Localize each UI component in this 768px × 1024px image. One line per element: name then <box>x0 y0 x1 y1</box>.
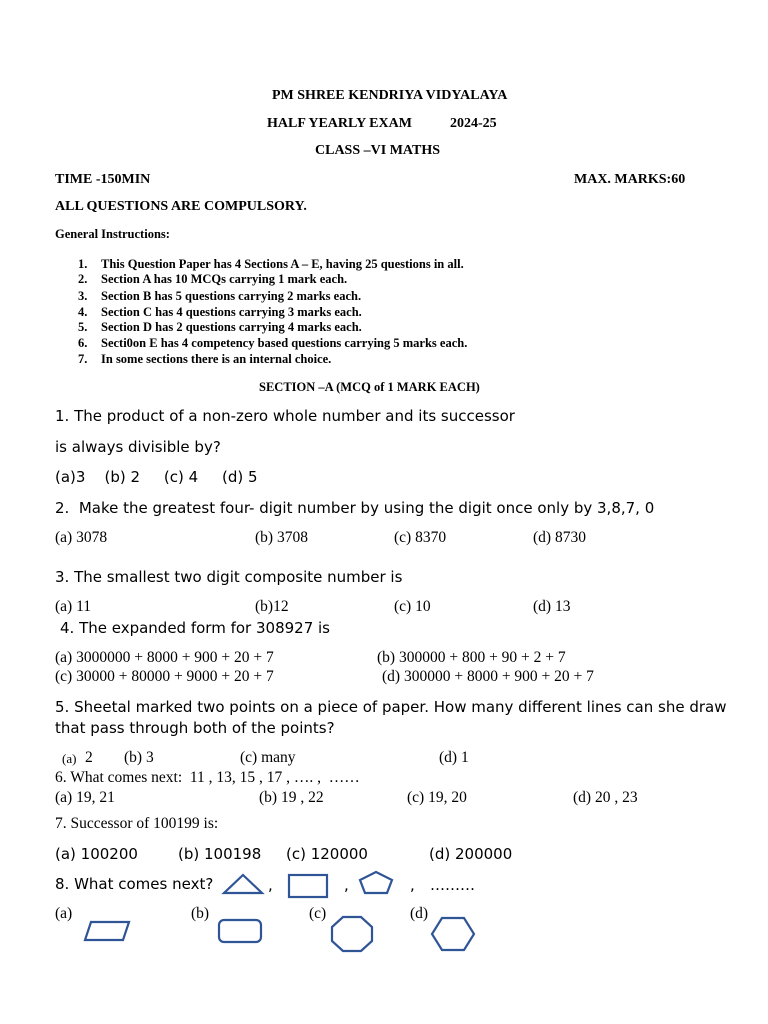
q3-option-d: (d) 13 <box>533 598 571 615</box>
q3-option-c: (c) 10 <box>394 598 431 615</box>
q8-option-c: (c) <box>309 905 327 922</box>
q4-option-b: (b) 300000 + 800 + 90 + 2 + 7 <box>377 649 566 666</box>
q7-option-c: (c) 120000 <box>286 845 368 863</box>
section-a-title: SECTION –A (MCQ of 1 MARK EACH) <box>259 380 480 394</box>
octagon-shape <box>330 915 374 953</box>
q1-options: (a)3 (b) 2 (c) 4 (d) 5 <box>55 468 258 486</box>
instructions-title: General Instructions: <box>55 227 170 241</box>
q2-option-a: (a) 3078 <box>55 529 108 546</box>
q7-text: 7. Successor of 100199 is: <box>55 815 219 832</box>
q5-option-d: (d) 1 <box>439 749 469 766</box>
q4-option-c: (c) 30000 + 80000 + 9000 + 20 + 7 <box>55 668 274 685</box>
instruction-text: Section D has 2 questions carrying 4 marks each. <box>101 320 362 334</box>
instruction-text: Secti0on E has 4 competency based questions carrying 5 marks each. <box>101 336 468 350</box>
compulsory-note: ALL QUESTIONS ARE COMPULSORY. <box>55 199 307 214</box>
school-title: PM SHREE KENDRIYA VIDYALAYA <box>272 88 508 103</box>
q2-option-c: (c) 8370 <box>394 529 447 546</box>
q7-option-a: (a) 100200 <box>55 845 138 863</box>
instruction-number: 5. <box>78 320 88 334</box>
exam-year: 2024-25 <box>450 116 497 131</box>
instruction-text: Section A has 10 MCQs carrying 1 mark each. <box>101 272 348 286</box>
max-marks-label: MAX. MARKS:60 <box>574 172 686 187</box>
q1-text-line1: 1. The product of a non-zero whole number and its successor <box>55 407 515 425</box>
rounded-rectangle-shape <box>217 918 263 944</box>
q5-text-line2: that pass through both of the points? <box>55 719 335 737</box>
q8-text: 8. What comes next? <box>55 875 214 893</box>
q6-option-b: (b) 19 , 22 <box>259 789 324 806</box>
q6-text: 6. What comes next: 11 , 13, 15 , 17 , …. , …… <box>55 769 360 786</box>
q8-ellipsis: ……… <box>430 876 475 894</box>
q3-text: 3. The smallest two digit composite number is <box>55 568 403 586</box>
parallelogram-shape <box>83 919 131 943</box>
hexagon-shape <box>430 916 476 952</box>
q8-option-a: (a) <box>55 905 73 922</box>
q3-option-a: (a) 11 <box>55 598 92 615</box>
q8-separator: , <box>268 876 273 894</box>
q8-separator: , <box>344 876 349 894</box>
instruction-number: 6. <box>78 336 88 350</box>
instruction-text: Section B has 5 questions carrying 2 marks each. <box>101 289 362 303</box>
q5-option-c: (c) many <box>240 749 296 766</box>
q5-text-line1: 5. Sheetal marked two points on a piece of paper. How many different lines can she draw <box>55 698 727 716</box>
q2-option-d: (d) 8730 <box>533 529 586 546</box>
class-subject: CLASS –VI MATHS <box>315 143 440 158</box>
q2-option-b: (b) 3708 <box>255 529 308 546</box>
q3-option-b: (b)12 <box>255 598 289 615</box>
triangle-shape <box>222 873 264 895</box>
instruction-number: 4. <box>78 305 88 319</box>
square-shape <box>287 873 329 899</box>
exam-title: HALF YEARLY EXAM <box>267 116 412 131</box>
instruction-number: 1. <box>78 257 88 271</box>
q7-option-b: (b) 100198 <box>178 845 262 863</box>
instruction-text: This Question Paper has 4 Sections A – E, having 25 questions in all. <box>101 257 464 271</box>
q4-option-a: (a) 3000000 + 8000 + 900 + 20 + 7 <box>55 649 274 666</box>
q6-option-c: (c) 19, 20 <box>407 789 467 806</box>
q6-option-d: (d) 20 , 23 <box>573 789 638 806</box>
q8-option-d: (d) <box>410 905 429 922</box>
q4-option-d: (d) 300000 + 8000 + 900 + 20 + 7 <box>382 668 594 685</box>
instruction-number: 3. <box>78 289 88 303</box>
instruction-number: 2. <box>78 272 88 286</box>
instruction-text: Section C has 4 questions carrying 3 marks each. <box>101 305 362 319</box>
time-label: TIME -150MIN <box>55 172 151 187</box>
q6-option-a: (a) 19, 21 <box>55 789 115 806</box>
instruction-text: In some sections there is an internal choice. <box>101 352 332 366</box>
q5-option-a-label: (a) <box>62 751 77 766</box>
q4-text: 4. The expanded form for 308927 is <box>60 619 330 637</box>
q7-option-d: (d) 200000 <box>429 845 513 863</box>
q8-option-b: (b) <box>191 905 210 922</box>
q2-text: 2. Make the greatest four- digit number by using the digit once only by 3,8,7, 0 <box>55 499 655 517</box>
q5-option-b: (b) 3 <box>124 749 154 766</box>
instruction-number: 7. <box>78 352 88 366</box>
q1-text-line2: is always divisible by? <box>55 438 221 456</box>
pentagon-shape <box>358 870 394 896</box>
q5-option-a-value: 2 <box>85 749 93 766</box>
q8-separator: , <box>410 876 415 894</box>
